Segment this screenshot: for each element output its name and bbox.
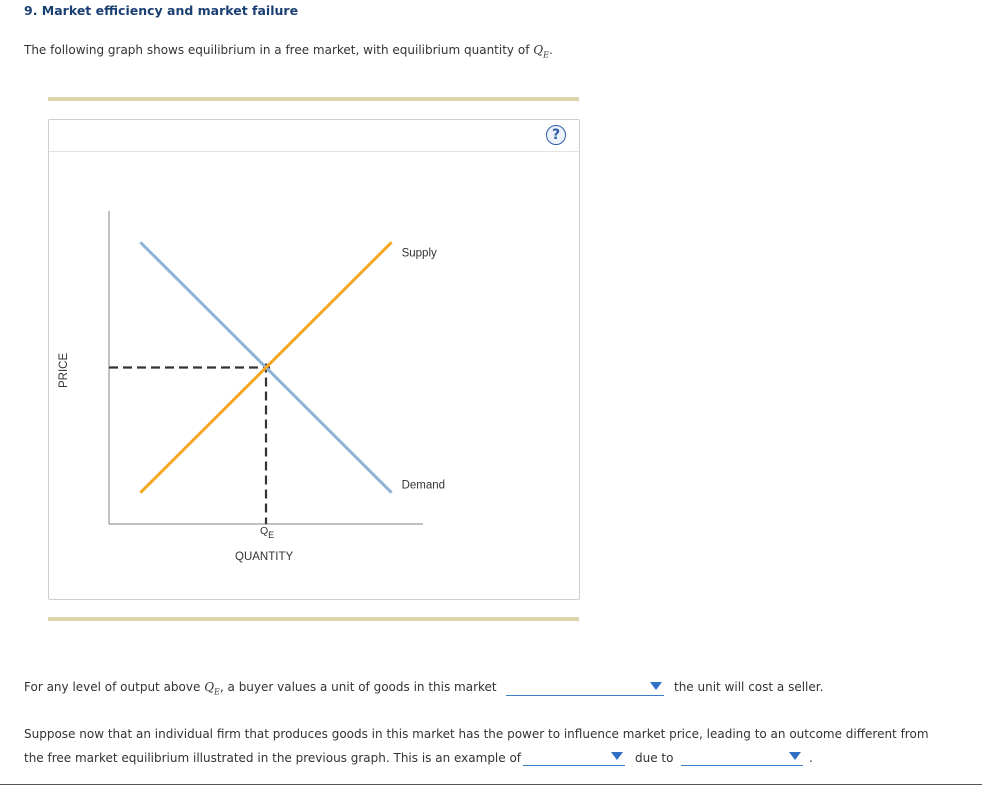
question-title: 9. Market efficiency and market failure xyxy=(24,3,299,18)
q1-middle: , a buyer values a unit of goods in this market xyxy=(219,680,497,694)
q2-line-1: Suppose now that an individual firm that produces goods in this market has the power to influence market price, leading to an outcome different from xyxy=(24,727,929,741)
demand-label: Demand xyxy=(401,479,446,492)
q1-prefix: For any level of output above xyxy=(24,680,201,694)
q2-due-to: due to xyxy=(635,751,674,765)
question-1 xyxy=(24,680,497,696)
qe-tick-label: QE xyxy=(260,525,275,540)
intro-period: . xyxy=(548,43,553,57)
help-icon[interactable]: ? xyxy=(546,125,566,145)
q1-q-variable: $Q_E$ xyxy=(204,680,220,697)
supply-demand-chart xyxy=(49,120,579,599)
chevron-down-icon xyxy=(650,682,662,690)
chevron-down-icon xyxy=(611,752,623,760)
intro-sentence: The following graph shows equilibrium in a free market, with equilibrium quantity of xyxy=(24,43,530,57)
x-axis-label: QUANTITY xyxy=(235,551,294,563)
dropdown-due-to[interactable] xyxy=(681,749,803,766)
graph-panel xyxy=(48,119,580,600)
bottom-divider xyxy=(48,617,579,621)
q2-line-2-prefix: the free market equilibrium illustrated in the previous graph. This is an example of xyxy=(24,751,522,765)
dropdown-example-of[interactable] xyxy=(523,749,625,766)
top-divider xyxy=(48,97,579,101)
chevron-down-icon xyxy=(789,752,801,760)
q2-end: . xyxy=(809,751,813,765)
dropdown-buyer-value[interactable] xyxy=(506,679,664,696)
q1-suffix: the unit will cost a seller. xyxy=(674,680,824,694)
intro-text xyxy=(24,43,553,59)
page-bottom-border xyxy=(0,784,982,785)
supply-label: Supply xyxy=(401,247,437,260)
intro-q-variable: $Q_E$ xyxy=(533,43,549,60)
y-axis-label: PRICE xyxy=(58,352,70,388)
